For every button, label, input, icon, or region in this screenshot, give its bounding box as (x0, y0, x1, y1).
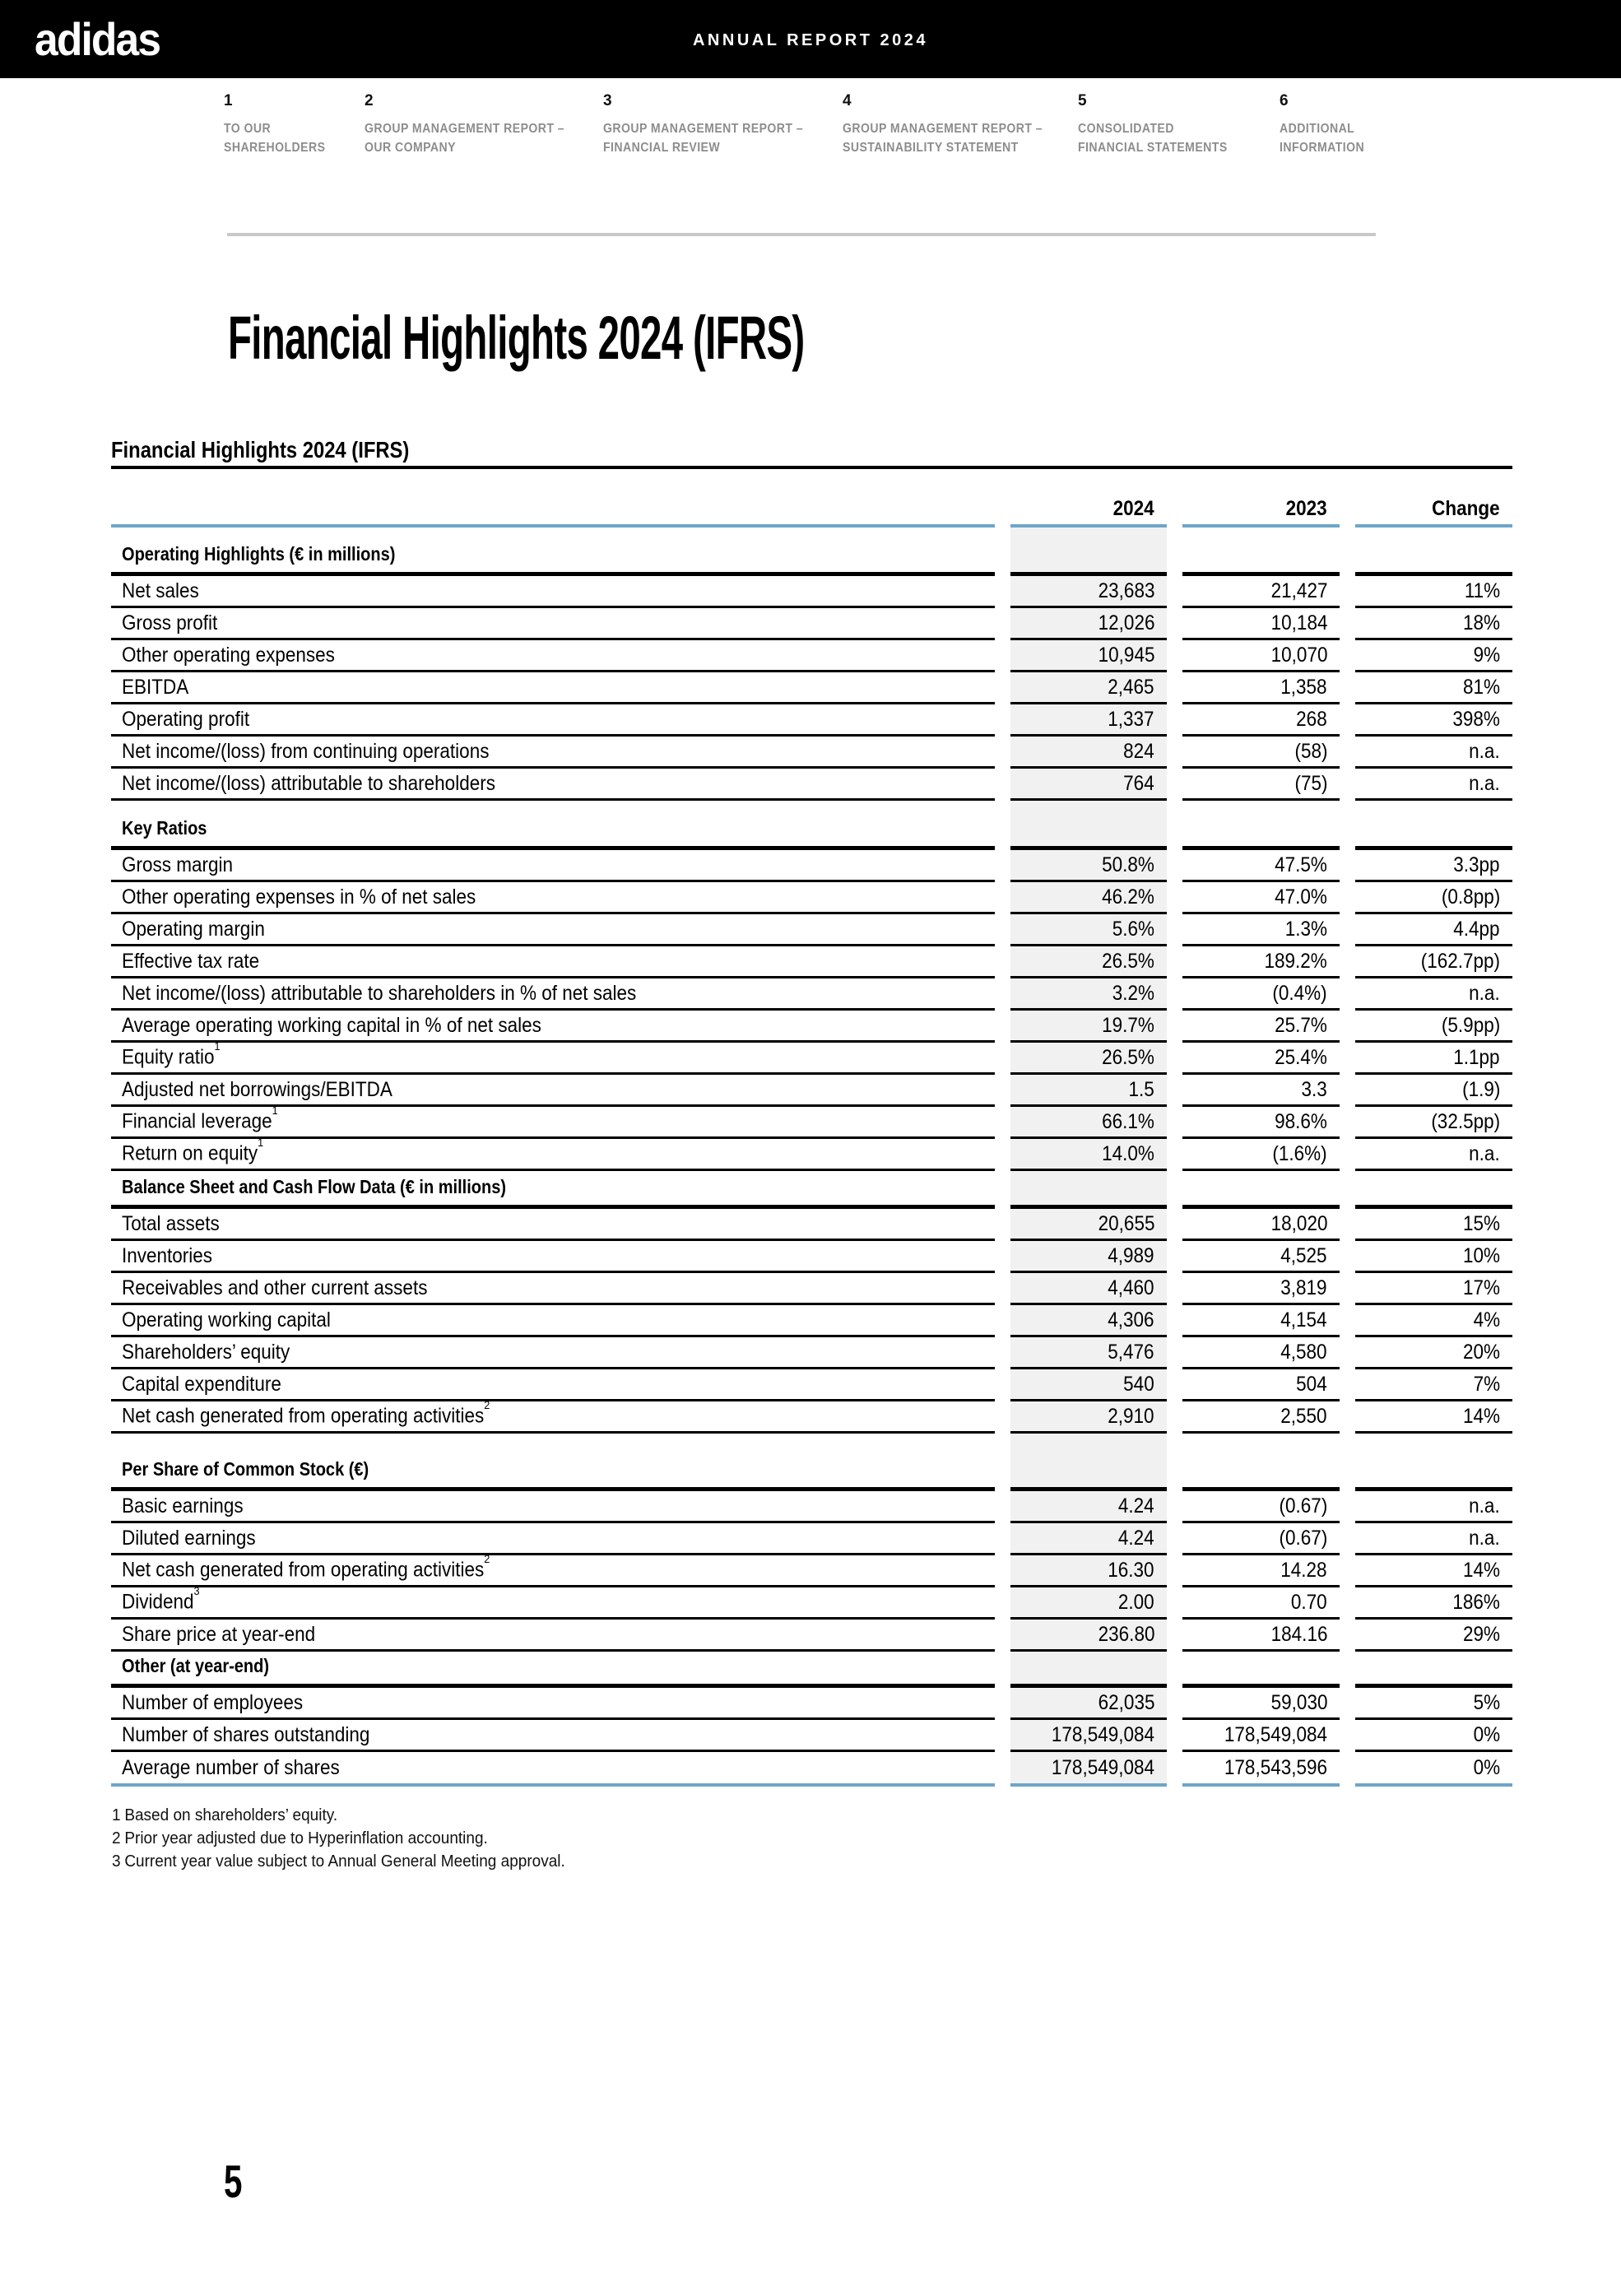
nav-item-label-line1: TO OUR (224, 122, 272, 136)
section-title-underline (111, 466, 1512, 469)
value-change: 3.3pp (1453, 853, 1500, 876)
value-2023: 47.0% (1275, 885, 1327, 909)
table-row (111, 1688, 1512, 1720)
header-bar (0, 0, 1621, 78)
nav-item-label-line2: FINANCIAL STATEMENTS (1078, 141, 1228, 155)
footnote-text: Prior year adjusted due to Hyperinflation accounting. (124, 1829, 488, 1847)
table-section-title: Financial Highlights 2024 (IFRS) (111, 437, 410, 462)
value-2023: 0.70 (1291, 1590, 1327, 1614)
table-row (111, 1720, 1512, 1752)
nav-item-number: 5 (1078, 92, 1087, 109)
value-2023: (75) (1294, 771, 1327, 795)
row-label: Number of shares outstanding (122, 1722, 370, 1746)
footnote-text: Current year value subject to Annual General Meeting approval. (124, 1852, 565, 1871)
value-2023: 47.5% (1275, 853, 1327, 876)
value-2023: 21,427 (1270, 579, 1327, 602)
row-label: Average operating working capital in % of net sales (122, 1013, 541, 1037)
row-label: Net income/(loss) attributable to shareholders in % of net sales (122, 981, 637, 1005)
table-section-header: Balance Sheet and Cash Flow Data (€ in millions) (122, 1176, 507, 1197)
table-row (111, 946, 1512, 978)
row-label: Shareholders’ equity (122, 1340, 290, 1364)
table-row (111, 608, 1512, 640)
row-label: Net cash generated from operating activities (122, 1404, 485, 1428)
table-section-header-row (111, 1171, 1512, 1209)
value-2023: 10,070 (1270, 643, 1327, 667)
row-label: Other operating expenses in % of net sales (122, 885, 476, 909)
value-2024: 26.5% (1102, 949, 1154, 973)
table-section-rows (111, 576, 1512, 801)
row-label: Number of employees (122, 1690, 304, 1714)
value-2024: 1,337 (1108, 707, 1154, 731)
value-2023: 184.16 (1270, 1622, 1327, 1646)
value-2023: 98.6% (1275, 1109, 1327, 1133)
table-row (111, 1273, 1512, 1305)
value-change: n.a. (1469, 1141, 1500, 1165)
nav-item[interactable] (1078, 92, 1292, 157)
value-2024: 62,035 (1098, 1690, 1154, 1714)
table-section-rows (111, 1209, 1512, 1434)
value-change: n.a. (1469, 771, 1500, 795)
value-2023: 4,580 (1280, 1340, 1327, 1364)
table-row (111, 1104, 1512, 1139)
nav-item[interactable] (603, 92, 817, 157)
value-2023: (0.4%) (1272, 981, 1327, 1005)
value-2024: 12,026 (1098, 611, 1154, 634)
table-column-header-row (111, 497, 1512, 528)
footnote (112, 1850, 565, 1873)
nav-item-label-line2: SUSTAINABILITY STATEMENT (843, 141, 1019, 155)
value-2023: 268 (1296, 707, 1327, 731)
table-row (111, 1552, 1512, 1587)
table-bottom-rule (111, 1783, 1512, 1787)
value-change: 15% (1462, 1211, 1500, 1235)
value-2024: 540 (1123, 1372, 1154, 1396)
nav-item[interactable] (1280, 92, 1493, 157)
value-2024: 178,549,084 (1051, 1722, 1154, 1746)
table-row (111, 1752, 1512, 1784)
value-2023: (58) (1294, 739, 1327, 763)
table-section-header: Operating Highlights (€ in millions) (122, 543, 396, 565)
table-section-rows (111, 850, 1512, 1171)
value-2024: 4.24 (1118, 1494, 1154, 1517)
value-change: 14% (1462, 1404, 1500, 1428)
value-2024: 2,465 (1108, 675, 1154, 699)
value-2023: (0.67) (1279, 1526, 1327, 1550)
value-2024: 178,549,084 (1051, 1756, 1154, 1779)
nav-item-label-line1: CONSOLIDATED (1078, 122, 1174, 136)
value-change: 81% (1462, 675, 1500, 699)
footnote-marker: 1 (112, 1806, 121, 1824)
row-label: Financial leverage (122, 1109, 272, 1133)
value-change: n.a. (1469, 1494, 1500, 1517)
value-2024: 26.5% (1102, 1045, 1154, 1069)
row-label: Operating margin (122, 917, 265, 941)
table-section-header-row (111, 801, 1512, 850)
table-section (111, 801, 1512, 1171)
row-label: Net cash generated from operating activities (122, 1558, 485, 1582)
report-title: ANNUAL REPORT 2024 (692, 31, 929, 49)
row-label: Effective tax rate (122, 949, 260, 973)
row-label: Inventories (122, 1243, 213, 1267)
value-2024: 5,476 (1108, 1340, 1154, 1364)
value-2024: 4.24 (1118, 1526, 1154, 1550)
value-2024: 10,945 (1098, 643, 1154, 667)
value-change: 0% (1473, 1722, 1500, 1746)
table-row (111, 640, 1512, 672)
value-2023: (0.67) (1279, 1494, 1327, 1517)
value-change: (162.7pp) (1420, 949, 1500, 973)
value-2023: 189.2% (1264, 949, 1327, 973)
value-change: 29% (1462, 1622, 1500, 1646)
value-2023: 59,030 (1270, 1690, 1327, 1714)
page-number: 5 (224, 2155, 243, 2207)
value-change: n.a. (1469, 739, 1500, 763)
value-2023: (1.6%) (1272, 1141, 1327, 1165)
nav-item-number: 6 (1280, 92, 1289, 109)
table-row (111, 769, 1512, 801)
value-2024: 19.7% (1102, 1013, 1154, 1037)
value-2024: 4,306 (1108, 1308, 1154, 1332)
nav-item[interactable] (843, 92, 1057, 157)
value-2024: 14.0% (1102, 1141, 1154, 1165)
column-header-2024: 2024 (1010, 497, 1167, 528)
row-label: Capital expenditure (122, 1372, 281, 1396)
table-row (111, 1398, 1512, 1434)
adidas-logo: adidas (35, 13, 160, 65)
value-2024: 3.2% (1112, 981, 1154, 1005)
value-change: 5% (1473, 1690, 1500, 1714)
value-change: 18% (1462, 611, 1500, 634)
footnotes (112, 1804, 589, 1873)
table-section-header-row (111, 1434, 1512, 1491)
table-row (111, 1584, 1512, 1620)
nav-item-number: 3 (603, 92, 612, 109)
nav-item-label-line2: OUR COMPANY (365, 141, 456, 155)
value-change: (32.5pp) (1431, 1109, 1500, 1133)
footnote (112, 1827, 565, 1850)
value-2024: 16.30 (1108, 1558, 1154, 1582)
value-change: 10% (1462, 1243, 1500, 1267)
table-row (111, 1491, 1512, 1523)
value-2023: 4,525 (1280, 1243, 1327, 1267)
table-section-header: Key Ratios (122, 817, 207, 839)
value-2024: 2,910 (1108, 1404, 1154, 1428)
table-section-header: Per Share of Common Stock (€) (122, 1458, 369, 1480)
value-2023: 25.7% (1275, 1013, 1327, 1037)
value-2024: 20,655 (1098, 1211, 1154, 1235)
nav-item-label-line1: ADDITIONAL (1280, 122, 1355, 136)
value-2024: 50.8% (1102, 853, 1154, 876)
row-label: Dividend (122, 1590, 194, 1614)
value-change: 11% (1464, 579, 1500, 602)
table-row (111, 1039, 1512, 1075)
nav-item[interactable] (365, 92, 578, 157)
value-2024: 46.2% (1102, 885, 1154, 909)
value-2023: 18,020 (1270, 1211, 1327, 1235)
value-2023: 2,550 (1280, 1404, 1327, 1428)
table-row (111, 1241, 1512, 1273)
table-row (111, 914, 1512, 946)
table-row (111, 1523, 1512, 1555)
row-label: Adjusted net borrowings/EBITDA (122, 1077, 392, 1101)
table-row (111, 576, 1512, 608)
value-change: 17% (1462, 1276, 1500, 1299)
table-row (111, 1209, 1512, 1241)
footnote (112, 1804, 565, 1827)
row-label: Total assets (122, 1211, 220, 1235)
value-2024: 5.6% (1112, 917, 1154, 941)
row-label: EBITDA (122, 675, 189, 699)
column-header-2023: 2023 (1182, 497, 1340, 528)
row-footnote-marker: 1 (258, 1136, 264, 1150)
table-row (111, 882, 1512, 914)
column-header-spacer (111, 497, 995, 528)
value-change: n.a. (1469, 981, 1500, 1005)
row-label: Net sales (122, 579, 199, 602)
table-row (111, 1620, 1512, 1652)
row-label: Operating profit (122, 707, 250, 731)
row-footnote-marker: 2 (484, 1398, 490, 1412)
row-label: Gross profit (122, 611, 218, 634)
row-label: Receivables and other current assets (122, 1276, 428, 1299)
value-2023: 14.28 (1280, 1558, 1327, 1582)
value-2023: 1.3% (1284, 917, 1327, 941)
nav-item-number: 4 (843, 92, 852, 109)
value-change: n.a. (1469, 1526, 1500, 1550)
nav-item-label-line2: INFORMATION (1280, 141, 1365, 155)
value-change: 186% (1452, 1590, 1500, 1614)
value-change: (5.9pp) (1441, 1013, 1500, 1037)
row-label: Diluted earnings (122, 1526, 256, 1550)
nav-item-number: 2 (365, 92, 374, 109)
table-section (111, 1652, 1512, 1784)
value-2023: 25.4% (1275, 1045, 1327, 1069)
value-change: 398% (1452, 707, 1500, 731)
footnote-marker: 3 (112, 1852, 121, 1871)
row-label: Share price at year-end (122, 1622, 316, 1646)
page-title: Financial Highlights 2024 (IFRS) (228, 304, 805, 372)
table-section-rows (111, 1688, 1512, 1784)
table-row (111, 737, 1512, 769)
row-footnote-marker: 3 (193, 1584, 200, 1598)
nav-item-label-line2: SHAREHOLDERS (224, 141, 326, 155)
value-change: 0% (1473, 1756, 1500, 1779)
value-2024: 1.5 (1128, 1077, 1154, 1101)
row-label: Equity ratio (122, 1045, 215, 1069)
value-2023: 1,358 (1280, 675, 1327, 699)
table-section-rows (111, 1491, 1512, 1652)
row-footnote-marker: 1 (214, 1039, 221, 1053)
value-2024: 824 (1123, 739, 1154, 763)
value-2024: 4,989 (1108, 1243, 1154, 1267)
table-section-header: Other (at year-end) (122, 1655, 270, 1676)
value-2023: 178,549,084 (1224, 1722, 1327, 1746)
nav-item-label-line2: FINANCIAL REVIEW (603, 141, 721, 155)
table-row (111, 704, 1512, 737)
row-label: Average number of shares (122, 1756, 340, 1779)
nav-item-number: 1 (224, 92, 233, 109)
row-footnote-marker: 1 (272, 1104, 278, 1118)
column-header-change: Change (1355, 497, 1512, 528)
value-2023: 4,154 (1280, 1308, 1327, 1332)
value-2024: 764 (1123, 771, 1154, 795)
value-2024: 2.00 (1118, 1590, 1154, 1614)
table-row (111, 672, 1512, 704)
table-section-header-row (111, 528, 1512, 576)
row-label: Other operating expenses (122, 643, 335, 667)
table-section (111, 1171, 1512, 1434)
nav-item-label-line1: GROUP MANAGEMENT REPORT – (603, 122, 804, 136)
table-row (111, 1075, 1512, 1107)
value-change: 20% (1462, 1340, 1500, 1364)
table-row (111, 1305, 1512, 1337)
value-change: 14% (1462, 1558, 1500, 1582)
value-2023: 3,819 (1280, 1276, 1327, 1299)
row-label: Operating working capital (122, 1308, 331, 1332)
value-2023: 3.3 (1301, 1077, 1327, 1101)
footnote-marker: 2 (112, 1829, 121, 1847)
value-2023: 504 (1296, 1372, 1327, 1396)
financial-table (111, 528, 1512, 1784)
value-change: 7% (1473, 1372, 1500, 1396)
nav-divider (227, 233, 1376, 236)
value-2024: 236.80 (1098, 1622, 1154, 1646)
table-row (111, 1369, 1512, 1401)
row-label: Return on equity (122, 1141, 258, 1165)
row-footnote-marker: 2 (484, 1552, 490, 1566)
value-change: (1.9) (1461, 1077, 1500, 1101)
row-label: Net income/(loss) attributable to shareholders (122, 771, 495, 795)
table-row (111, 850, 1512, 882)
value-2024: 66.1% (1102, 1109, 1154, 1133)
value-change: (0.8pp) (1441, 885, 1500, 909)
table-row (111, 1136, 1512, 1171)
value-change: 1.1pp (1453, 1045, 1500, 1069)
row-label: Net income/(loss) from continuing operations (122, 739, 490, 763)
footnote-text: Based on shareholders’ equity. (124, 1806, 338, 1824)
table-row (111, 1337, 1512, 1369)
value-2024: 4,460 (1108, 1276, 1154, 1299)
table-row (111, 978, 1512, 1011)
table-section (111, 528, 1512, 801)
row-label: Gross margin (122, 853, 234, 876)
table-section-header-row (111, 1652, 1512, 1688)
nav-item-label-line1: GROUP MANAGEMENT REPORT – (843, 122, 1043, 136)
value-change: 9% (1473, 643, 1500, 667)
value-2023: 178,543,596 (1224, 1756, 1327, 1779)
value-change: 4.4pp (1453, 917, 1500, 941)
nav-item-label-line1: GROUP MANAGEMENT REPORT – (365, 122, 565, 136)
value-2024: 23,683 (1098, 579, 1154, 602)
row-label: Basic earnings (122, 1494, 244, 1517)
table-section (111, 1434, 1512, 1652)
value-change: 4% (1473, 1308, 1500, 1332)
table-row (111, 1011, 1512, 1043)
value-2023: 10,184 (1270, 611, 1327, 634)
